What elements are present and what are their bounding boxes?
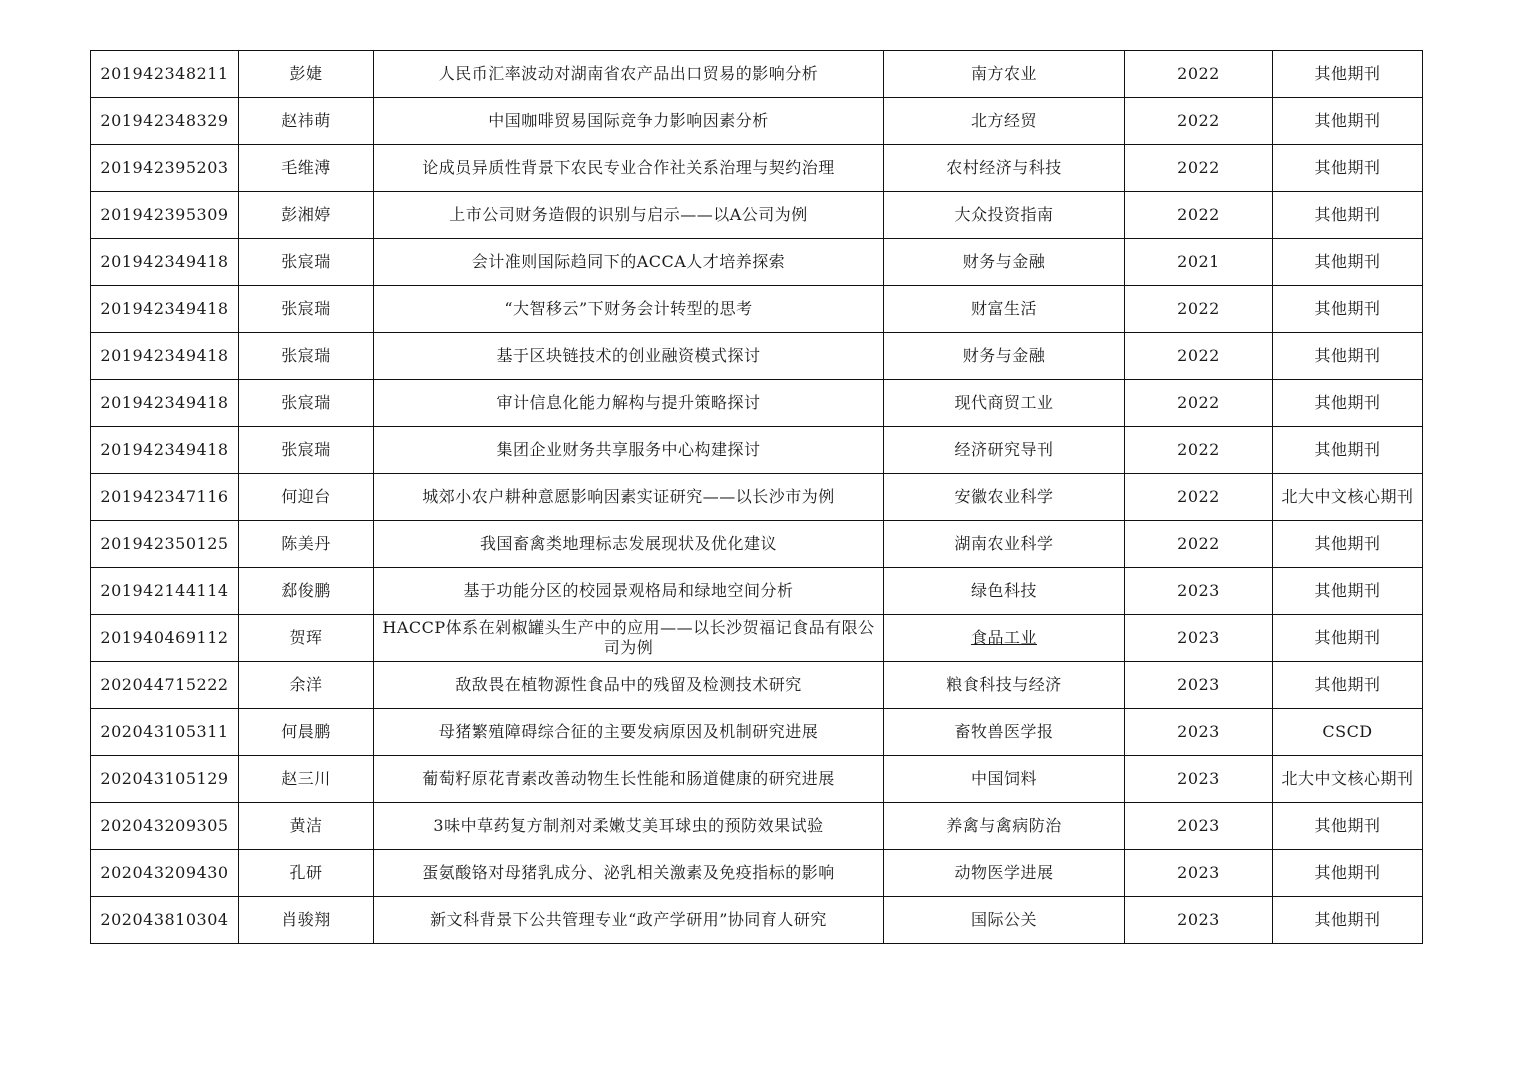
author-name-cell: 郄俊鹏 [239, 568, 374, 615]
paper-title-cell: 我国畜禽类地理标志发展现状及优化建议 [374, 521, 884, 568]
journal-level-cell: 其他期刊 [1273, 333, 1423, 380]
author-name-cell: 何迎台 [239, 474, 374, 521]
journal-level-cell: 其他期刊 [1273, 897, 1423, 944]
journal-level-cell: 其他期刊 [1273, 51, 1423, 98]
author-name-cell: 张宸瑞 [239, 427, 374, 474]
paper-title-cell: 集团企业财务共享服务中心构建探讨 [374, 427, 884, 474]
journal-name-cell: 粮食科技与经济 [884, 662, 1125, 709]
author-name-cell: 彭湘婷 [239, 192, 374, 239]
journal-level-cell: 北大中文核心期刊 [1273, 756, 1423, 803]
publication-year-cell: 2022 [1125, 380, 1273, 427]
table-row [91, 98, 1423, 145]
table-row [91, 286, 1423, 333]
student-id-cell: 201942348329 [91, 98, 239, 145]
student-id-cell: 201942349418 [91, 380, 239, 427]
publication-year-cell: 2022 [1125, 145, 1273, 192]
paper-title-cell: “大智移云”下财务会计转型的思考 [374, 286, 884, 333]
paper-title-cell: 会计准则国际趋同下的ACCA人才培养探索 [374, 239, 884, 286]
journal-name-cell: 中国饲料 [884, 756, 1125, 803]
table-row [91, 239, 1423, 286]
journal-level-cell: 其他期刊 [1273, 568, 1423, 615]
student-id-cell: 202043810304 [91, 897, 239, 944]
author-name-cell: 赵三川 [239, 756, 374, 803]
paper-title-cell: 母猪繁殖障碍综合征的主要发病原因及机制研究进展 [374, 709, 884, 756]
publication-year-cell: 2023 [1125, 615, 1273, 662]
journal-name-cell: 北方经贸 [884, 98, 1125, 145]
journal-level-cell: 其他期刊 [1273, 662, 1423, 709]
journal-level-cell: CSCD [1273, 709, 1423, 756]
table-row [91, 380, 1423, 427]
publication-table-body [91, 51, 1423, 944]
journal-level-cell: 其他期刊 [1273, 521, 1423, 568]
journal-name-cell: 财务与金融 [884, 333, 1125, 380]
student-id-cell: 202044715222 [91, 662, 239, 709]
paper-title-cell: 新文科背景下公共管理专业“政产学研用”协同育人研究 [374, 897, 884, 944]
paper-title-cell: 基于功能分区的校园景观格局和绿地空间分析 [374, 568, 884, 615]
journal-level-cell: 其他期刊 [1273, 192, 1423, 239]
journal-name-cell: 经济研究导刊 [884, 427, 1125, 474]
journal-level-cell: 其他期刊 [1273, 239, 1423, 286]
journal-level-cell: 其他期刊 [1273, 427, 1423, 474]
publication-year-cell: 2023 [1125, 756, 1273, 803]
publication-year-cell: 2023 [1125, 897, 1273, 944]
journal-name-cell: 财务与金融 [884, 239, 1125, 286]
table-row [91, 333, 1423, 380]
author-name-cell: 张宸瑞 [239, 239, 374, 286]
table-row [91, 51, 1423, 98]
table-row [91, 427, 1423, 474]
paper-title-cell: 基于区块链技术的创业融资模式探讨 [374, 333, 884, 380]
author-name-cell: 毛维溥 [239, 145, 374, 192]
journal-level-cell: 其他期刊 [1273, 98, 1423, 145]
publication-year-cell: 2023 [1125, 709, 1273, 756]
paper-title-cell: 审计信息化能力解构与提升策略探讨 [374, 380, 884, 427]
paper-title-cell: 上市公司财务造假的识别与启示——以A公司为例 [374, 192, 884, 239]
journal-level-cell: 北大中文核心期刊 [1273, 474, 1423, 521]
publication-year-cell: 2022 [1125, 474, 1273, 521]
table-row [91, 709, 1423, 756]
table-row [91, 897, 1423, 944]
publication-year-cell: 2023 [1125, 662, 1273, 709]
journal-name-cell: 动物医学进展 [884, 850, 1125, 897]
student-id-cell: 202043209430 [91, 850, 239, 897]
student-id-cell: 201942349418 [91, 427, 239, 474]
paper-title-cell: 人民币汇率波动对湖南省农产品出口贸易的影响分析 [374, 51, 884, 98]
publication-year-cell: 2021 [1125, 239, 1273, 286]
author-name-cell: 彭婕 [239, 51, 374, 98]
student-id-cell: 201940469112 [91, 615, 239, 662]
journal-name-cell: 绿色科技 [884, 568, 1125, 615]
journal-level-cell: 其他期刊 [1273, 145, 1423, 192]
publication-table [90, 50, 1423, 944]
journal-level-cell: 其他期刊 [1273, 615, 1423, 662]
student-id-cell: 201942349418 [91, 239, 239, 286]
publication-year-cell: 2022 [1125, 98, 1273, 145]
student-id-cell: 201942347116 [91, 474, 239, 521]
table-row [91, 850, 1423, 897]
paper-title-cell: 葡萄籽原花青素改善动物生长性能和肠道健康的研究进展 [374, 756, 884, 803]
publication-year-cell: 2022 [1125, 192, 1273, 239]
journal-level-cell: 其他期刊 [1273, 850, 1423, 897]
paper-title-cell: 中国咖啡贸易国际竞争力影响因素分析 [374, 98, 884, 145]
author-name-cell: 张宸瑞 [239, 380, 374, 427]
author-name-cell: 肖骏翔 [239, 897, 374, 944]
table-row [91, 521, 1423, 568]
student-id-cell: 202043105311 [91, 709, 239, 756]
publication-year-cell: 2022 [1125, 427, 1273, 474]
table-row [91, 568, 1423, 615]
journal-name-cell: 食品工业 [884, 615, 1125, 662]
student-id-cell: 201942395309 [91, 192, 239, 239]
paper-title-cell: 蛋氨酸铬对母猪乳成分、泌乳相关激素及免疫指标的影响 [374, 850, 884, 897]
paper-title-cell: HACCP体系在剁椒罐头生产中的应用——以长沙贺福记食品有限公司为例 [374, 615, 884, 662]
publication-year-cell: 2022 [1125, 333, 1273, 380]
student-id-cell: 201942349418 [91, 333, 239, 380]
author-name-cell: 何晨鹏 [239, 709, 374, 756]
paper-title-cell: 3味中草药复方制剂对柔嫩艾美耳球虫的预防效果试验 [374, 803, 884, 850]
student-id-cell: 201942350125 [91, 521, 239, 568]
student-id-cell: 201942395203 [91, 145, 239, 192]
journal-level-cell: 其他期刊 [1273, 286, 1423, 333]
journal-name-cell: 安徽农业科学 [884, 474, 1125, 521]
journal-name-cell: 国际公关 [884, 897, 1125, 944]
journal-name-cell: 现代商贸工业 [884, 380, 1125, 427]
journal-level-cell: 其他期刊 [1273, 803, 1423, 850]
student-id-cell: 201942348211 [91, 51, 239, 98]
publication-year-cell: 2023 [1125, 803, 1273, 850]
table-row [91, 192, 1423, 239]
table-row [91, 662, 1423, 709]
table-row [91, 756, 1423, 803]
author-name-cell: 贺珲 [239, 615, 374, 662]
table-row [91, 474, 1423, 521]
paper-title-cell: 城郊小农户耕种意愿影响因素实证研究——以长沙市为例 [374, 474, 884, 521]
publication-year-cell: 2023 [1125, 850, 1273, 897]
journal-name-cell: 农村经济与科技 [884, 145, 1125, 192]
table-row [91, 145, 1423, 192]
table-row [91, 803, 1423, 850]
journal-name-cell: 大众投资指南 [884, 192, 1125, 239]
student-id-cell: 201942144114 [91, 568, 239, 615]
journal-level-cell: 其他期刊 [1273, 380, 1423, 427]
journal-name-cell: 财富生活 [884, 286, 1125, 333]
author-name-cell: 余洋 [239, 662, 374, 709]
table-row [91, 615, 1423, 662]
journal-name-cell: 畜牧兽医学报 [884, 709, 1125, 756]
student-id-cell: 202043105129 [91, 756, 239, 803]
journal-name-cell: 养禽与禽病防治 [884, 803, 1125, 850]
journal-name-cell: 湖南农业科学 [884, 521, 1125, 568]
publication-year-cell: 2022 [1125, 51, 1273, 98]
publication-year-cell: 2022 [1125, 286, 1273, 333]
author-name-cell: 赵祎萌 [239, 98, 374, 145]
journal-name-cell: 南方农业 [884, 51, 1125, 98]
paper-title-cell: 论成员异质性背景下农民专业合作社关系治理与契约治理 [374, 145, 884, 192]
student-id-cell: 201942349418 [91, 286, 239, 333]
publication-year-cell: 2023 [1125, 568, 1273, 615]
author-name-cell: 张宸瑞 [239, 333, 374, 380]
author-name-cell: 张宸瑞 [239, 286, 374, 333]
paper-title-cell: 敌敌畏在植物源性食品中的残留及检测技术研究 [374, 662, 884, 709]
author-name-cell: 孔研 [239, 850, 374, 897]
student-id-cell: 202043209305 [91, 803, 239, 850]
publication-year-cell: 2022 [1125, 521, 1273, 568]
author-name-cell: 陈美丹 [239, 521, 374, 568]
author-name-cell: 黄洁 [239, 803, 374, 850]
